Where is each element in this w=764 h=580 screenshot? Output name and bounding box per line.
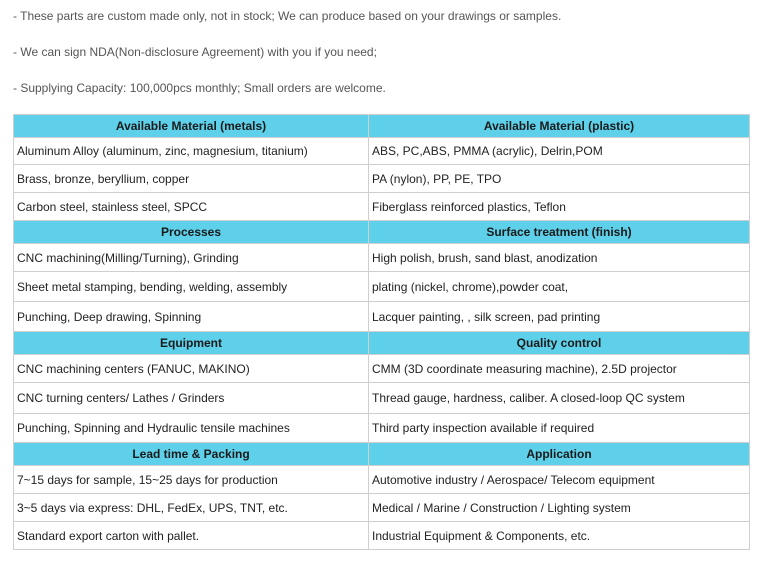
table-cell: Standard export carton with pallet. [14, 522, 369, 550]
table-row [14, 193, 750, 221]
table-row [14, 466, 750, 494]
table-cell: Carbon steel, stainless steel, SPCC [14, 193, 369, 221]
table-row [14, 522, 750, 550]
note-custom-parts: - These parts are custom made only, not in stock; We can produce based on your drawings or samples. [13, 9, 562, 23]
table-cell: Medical / Marine / Construction / Lighting system [369, 494, 750, 522]
section-header-cell: Quality control [369, 332, 750, 355]
table-row [14, 414, 750, 443]
table-cell: Sheet metal stamping, bending, welding, assembly [14, 272, 369, 302]
section-header-cell: Equipment [14, 332, 369, 355]
table-cell: plating (nickel, chrome),powder coat, [369, 272, 750, 302]
table-row [14, 165, 750, 193]
table-cell: 3~5 days via express: DHL, FedEx, UPS, TNT, etc. [14, 494, 369, 522]
table-row [14, 138, 750, 165]
table-row [14, 302, 750, 332]
table-cell: PA (nylon), PP, PE, TPO [369, 165, 750, 193]
table-cell: Third party inspection available if required [369, 414, 750, 443]
table-cell: Aluminum Alloy (aluminum, zinc, magnesium, titanium) [14, 138, 369, 165]
table-cell: Industrial Equipment & Components, etc. [369, 522, 750, 550]
section-header-cell: Lead time & Packing [14, 443, 369, 466]
table-row [14, 383, 750, 414]
table-cell: Punching, Deep drawing, Spinning [14, 302, 369, 332]
note-nda: - We can sign NDA(Non-disclosure Agreement) with you if you need; [13, 45, 377, 59]
table-cell: 7~15 days for sample, 15~25 days for production [14, 466, 369, 494]
section-header-row-processes [14, 221, 750, 244]
section-header-cell: Available Material (plastic) [369, 115, 750, 138]
capabilities-table [13, 114, 750, 550]
table-row [14, 272, 750, 302]
table-cell: ABS, PC,ABS, PMMA (acrylic), Delrin,POM [369, 138, 750, 165]
note-supplying-capacity: - Supplying Capacity: 100,000pcs monthly; Small orders are welcome. [13, 81, 386, 95]
section-header-row-materials [14, 115, 750, 138]
table-cell: Brass, bronze, beryllium, copper [14, 165, 369, 193]
table-cell: High polish, brush, sand blast, anodization [369, 244, 750, 272]
table-cell: Fiberglass reinforced plastics, Teflon [369, 193, 750, 221]
section-header-cell: Surface treatment (finish) [369, 221, 750, 244]
table-cell: Punching, Spinning and Hydraulic tensile machines [14, 414, 369, 443]
table-row [14, 494, 750, 522]
table-cell: CNC machining centers (FANUC, MAKINO) [14, 355, 369, 383]
table-row [14, 355, 750, 383]
section-header-cell: Processes [14, 221, 369, 244]
table-cell: CNC machining(Milling/Turning), Grinding [14, 244, 369, 272]
section-header-cell: Available Material (metals) [14, 115, 369, 138]
section-header-row-lead-time [14, 443, 750, 466]
section-header-row-equipment [14, 332, 750, 355]
table-cell: CNC turning centers/ Lathes / Grinders [14, 383, 369, 414]
table-row [14, 244, 750, 272]
table-cell: Thread gauge, hardness, caliber. A closed-loop QC system [369, 383, 750, 414]
table-cell: CMM (3D coordinate measuring machine), 2.5D projector [369, 355, 750, 383]
table-cell: Automotive industry / Aerospace/ Telecom equipment [369, 466, 750, 494]
section-header-cell: Application [369, 443, 750, 466]
table-cell: Lacquer painting, , silk screen, pad printing [369, 302, 750, 332]
